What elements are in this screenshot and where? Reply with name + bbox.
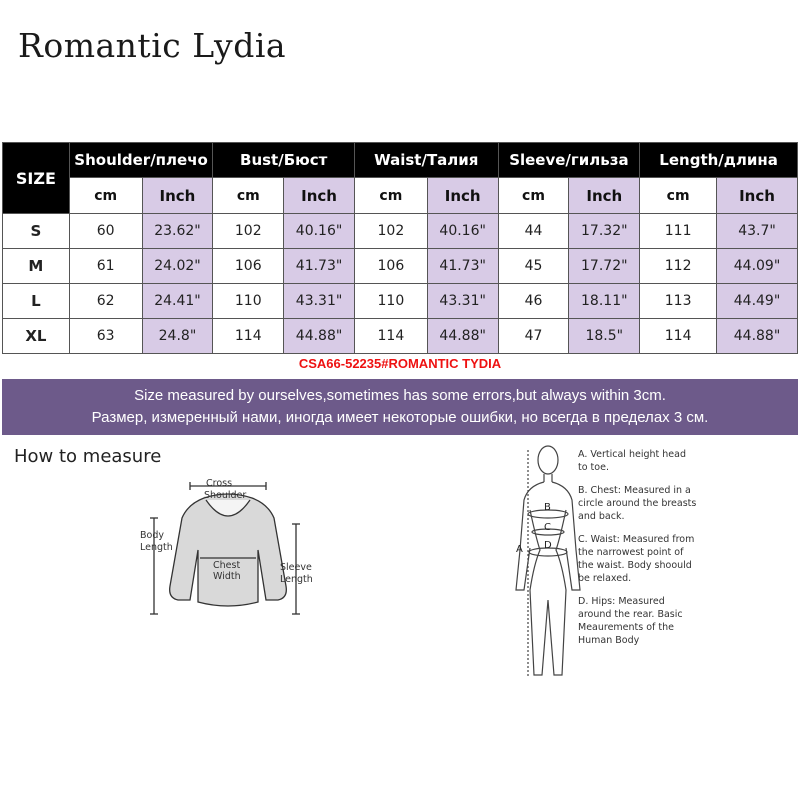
cm-value-cell: 63: [69, 319, 142, 354]
inch-value-cell: 43.31": [427, 284, 498, 319]
inch-value-cell: 44.88": [284, 319, 355, 354]
column-group-sleeve: Sleeve/гильза: [498, 143, 640, 178]
letter-d: D: [544, 540, 552, 551]
cm-value-cell: 112: [640, 249, 717, 284]
inch-value-cell: 43.7": [717, 214, 798, 249]
label-cross-shoulder-2: Shoulder: [204, 490, 247, 501]
inch-value-cell: 44.49": [717, 284, 798, 319]
column-group-waist: Waist/Талия: [354, 143, 498, 178]
size-rows: [3, 214, 798, 354]
inch-value-cell: 43.31": [284, 284, 355, 319]
label-sleeve-length: Sleeve: [280, 562, 312, 573]
unit-cm: cm: [354, 178, 427, 214]
notice-english: Size measured by ourselves,sometimes has some errors,but always within 3cm.: [134, 387, 666, 404]
inch-value-cell: 44.88": [427, 319, 498, 354]
cm-value-cell: 114: [213, 319, 284, 354]
label-cross-shoulder: Cross: [206, 478, 233, 489]
unit-cm: cm: [640, 178, 717, 214]
cm-value-cell: 114: [354, 319, 427, 354]
cm-value-cell: 102: [354, 214, 427, 249]
unit-cm: cm: [213, 178, 284, 214]
size-cell: XL: [3, 319, 70, 354]
cm-value-cell: 61: [69, 249, 142, 284]
cm-value-cell: 46: [498, 284, 569, 319]
inch-value-cell: 41.73": [427, 249, 498, 284]
size-chart-table: [2, 142, 798, 354]
unit-inch: Inch: [427, 178, 498, 214]
label-body-length: Body: [140, 530, 164, 541]
size-cell: M: [3, 249, 70, 284]
cm-value-cell: 110: [213, 284, 284, 319]
cm-value-cell: 45: [498, 249, 569, 284]
unit-cm: cm: [498, 178, 569, 214]
measurement-notes: [578, 448, 698, 657]
inch-value-cell: 44.88": [717, 319, 798, 354]
inch-value-cell: 40.16": [284, 214, 355, 249]
letter-b: B: [544, 502, 551, 513]
cm-value-cell: 102: [213, 214, 284, 249]
inch-value-cell: 18.5": [569, 319, 640, 354]
inch-value-cell: 24.02": [142, 249, 213, 284]
unit-inch: Inch: [142, 178, 213, 214]
column-group-length: Length/длина: [640, 143, 798, 178]
cm-value-cell: 60: [69, 214, 142, 249]
notice-russian: Размер, измеренный нами, иногда имеет некоторые ошибки, но всегда в пределах 3 см.: [91, 409, 709, 426]
letter-a: A: [516, 544, 523, 555]
note-a: A. Vertical height head to toe.: [578, 449, 686, 473]
note-b: B. Chest: Measured in a circle around the breasts and back.: [578, 485, 697, 522]
cm-value-cell: 106: [354, 249, 427, 284]
body-figure-illustration: [516, 446, 580, 676]
note-c: C. Waist: Measured from the narrowest point of the waist. Body shoould be relaxed.: [578, 534, 695, 584]
inch-value-cell: 40.16": [427, 214, 498, 249]
inch-value-cell: 23.62": [142, 214, 213, 249]
cm-value-cell: 111: [640, 214, 717, 249]
column-group-shoulder: Shoulder/плечо: [69, 143, 213, 178]
brand-logo: Romantic Lydia: [18, 26, 287, 65]
label-sleeve-length-2: Length: [280, 574, 313, 585]
cm-value-cell: 110: [354, 284, 427, 319]
size-cell: L: [3, 284, 70, 319]
table-row: [3, 284, 798, 319]
cm-value-cell: 44: [498, 214, 569, 249]
table-row: [3, 249, 798, 284]
cm-value-cell: 62: [69, 284, 142, 319]
inch-value-cell: 24.8": [142, 319, 213, 354]
unit-inch: Inch: [284, 178, 355, 214]
how-to-measure-title: How to measure: [14, 446, 162, 467]
inch-value-cell: 44.09": [717, 249, 798, 284]
cm-value-cell: 106: [213, 249, 284, 284]
label-body-length-2: Length: [140, 542, 173, 553]
unit-cm: cm: [69, 178, 142, 214]
cm-value-cell: 114: [640, 319, 717, 354]
unit-inch: Inch: [569, 178, 640, 214]
note-d: D. Hips: Measured around the rear. Basic Meaurements of the Human Body: [578, 596, 683, 646]
measurement-notice: [2, 379, 798, 435]
size-header: SIZE: [3, 143, 70, 214]
label-chest-width: Chest: [213, 560, 241, 571]
inch-value-cell: 18.11": [569, 284, 640, 319]
inch-value-cell: 24.41": [142, 284, 213, 319]
column-group-bust: Bust/Бюст: [213, 143, 355, 178]
inch-value-cell: 17.32": [569, 214, 640, 249]
size-cell: S: [3, 214, 70, 249]
inch-value-cell: 41.73": [284, 249, 355, 284]
inch-value-cell: 17.72": [569, 249, 640, 284]
table-row: [3, 319, 798, 354]
label-chest-width-2: Width: [213, 571, 241, 582]
cm-value-cell: 47: [498, 319, 569, 354]
cm-value-cell: 113: [640, 284, 717, 319]
letter-c: C: [544, 522, 551, 533]
table-row: [3, 214, 798, 249]
unit-inch: Inch: [717, 178, 798, 214]
product-code: CSA66-52235#ROMANTIC TYDIA: [298, 356, 502, 371]
